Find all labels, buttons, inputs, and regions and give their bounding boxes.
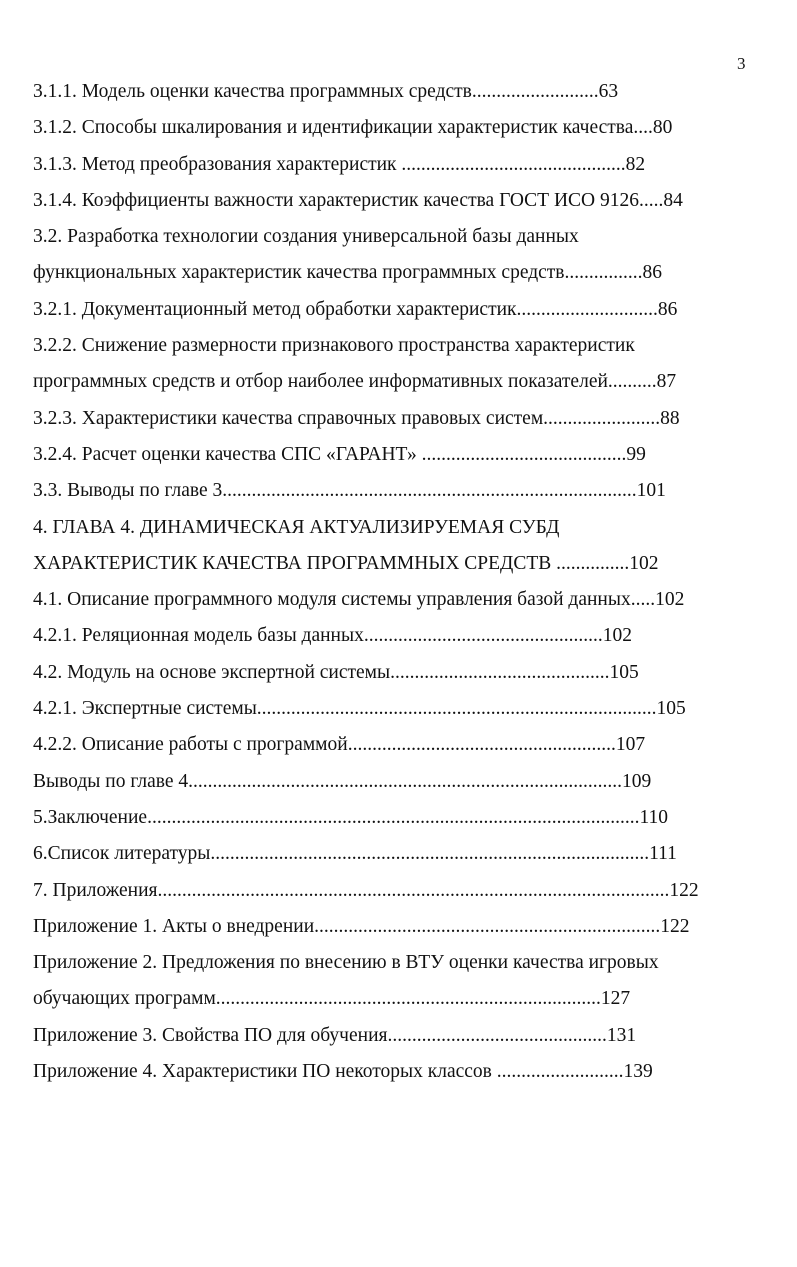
toc-entry: 3.2.3. Характеристики качества справочных правовых систем........................88 — [33, 407, 680, 429]
toc-entry: Приложение 4. Характеристики ПО некоторых классов ..........................139 — [33, 1061, 653, 1083]
table-of-contents — [33, 74, 753, 1090]
toc-entry: 3.2.1. Документационный метод обработки характеристик.............................86 — [33, 298, 678, 320]
toc-entry: 4.2.1. Экспертные системы..................................................................................105 — [33, 698, 686, 720]
toc-entry: Приложение 1. Акты о внедрении.......................................................................122 — [33, 915, 690, 937]
toc-entry: 4.2.1. Реляционная модель базы данных.................................................102 — [33, 625, 632, 647]
toc-chapter-heading: 4. ГЛАВА 4. ДИНАМИЧЕСКАЯ АКТУАЛИЗИРУЕМАЯ СУБД — [33, 516, 560, 538]
toc-entry: 4.2.2. Описание работы с программой.......................................................107 — [33, 734, 646, 756]
toc-entry-continuation: обучающих программ...............................................................................127 — [33, 988, 631, 1010]
toc-entry-continuation: функциональных характеристик качества программных средств................86 — [33, 262, 663, 284]
toc-entry: 7. Приложения.........................................................................................................122 — [33, 879, 699, 901]
toc-entry: 3.1.4. Коэффициенты важности характеристик качества ГОСТ ИСО 9126.....84 — [33, 189, 683, 211]
toc-entry: Приложение 3. Свойства ПО для обучения.............................................131 — [33, 1024, 637, 1046]
toc-entry: 3.1.1. Модель оценки качества программных средств..........................63 — [33, 81, 619, 102]
toc-entry: 6.Список литературы..........................................................................................111 — [33, 843, 677, 865]
toc-entry: 5.Заключение.....................................................................................................110 — [33, 806, 668, 828]
toc-entry: 3.2. Разработка технологии создания универсальной базы данных — [33, 226, 579, 248]
toc-entry: 4.2. Модуль на основе экспертной системы.............................................105 — [33, 661, 639, 683]
toc-entry: 3.2.4. Расчет оценки качества СПС «ГАРАНТ» ..........................................99 — [33, 443, 646, 465]
toc-entry: 4.1. Описание программного модуля системы управления базой данных.....102 — [33, 589, 685, 611]
toc-entry: 3.2.2. Снижение размерности признакового пространства характеристик — [33, 335, 635, 357]
toc-entry: 3.3. Выводы по главе 3.....................................................................................101 — [33, 480, 666, 502]
page-number: 3 — [737, 54, 746, 73]
toc-chapter-heading-continuation: ХАРАКТЕРИСТИК КАЧЕСТВА ПРОГРАММНЫХ СРЕДСТВ ...............102 — [33, 552, 659, 574]
toc-entry: 3.1.3. Метод преобразования характеристик ..............................................82 — [33, 153, 646, 175]
toc-entry-continuation: программных средств и отбор наиболее информативных показателей..........87 — [33, 371, 677, 393]
toc-entry: Выводы по главе 4.........................................................................................109 — [33, 770, 652, 792]
toc-entry: Приложение 2. Предложения по внесению в ВТУ оценки качества игровых — [33, 952, 659, 974]
toc-entry: 3.1.2. Способы шкалирования и идентификации характеристик качества....80 — [33, 117, 673, 139]
